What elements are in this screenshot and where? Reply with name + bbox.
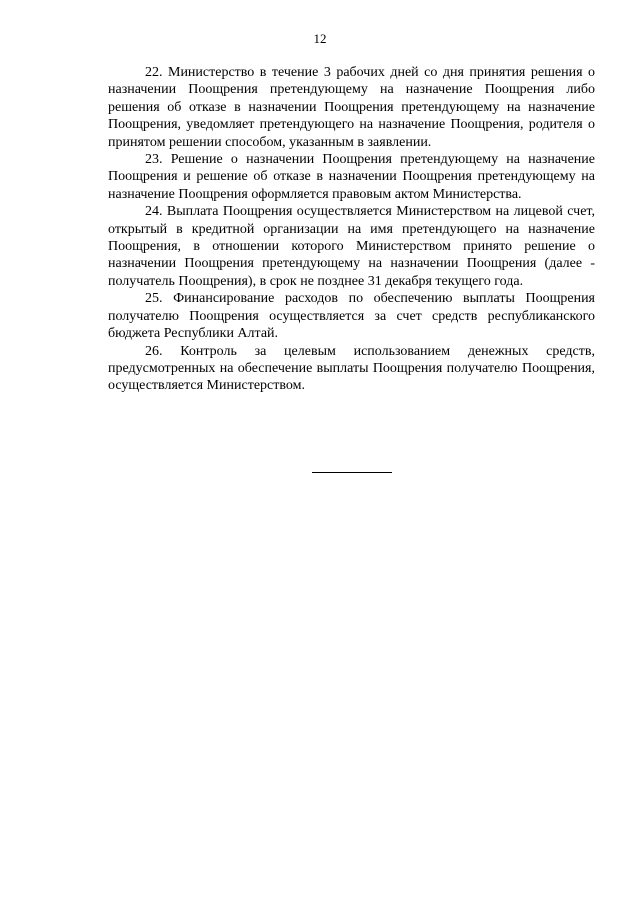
paragraph-26: 26. Контроль за целевым использованием денежных средств, предусмотренных на обеспечение выплаты Поощрения получателю Поощрения, осуществляется Министерством. xyxy=(108,343,595,394)
paragraph-24: 24. Выплата Поощрения осуществляется Министерством на лицевой счет, открытый в кредитной организации на имя претендующего на назначение Поощрения, в отношении которого Министерством принято решение о назначении Поощрения претендующему на назначении Поощрения (далее - получатель Поощрения), в срок не позднее 31 декабря текущего года. xyxy=(108,204,595,289)
page-number: 12 xyxy=(313,31,327,46)
document-body xyxy=(108,64,595,395)
paragraph-23: 23. Решение о назначении Поощрения претендующему на назначение Поощрения и решение об отказе в назначении Поощрения претендующему на назначение Поощрения оформляется правовым актом Министерства. xyxy=(108,152,595,202)
paragraph-22: 22. Министерство в течение 3 рабочих дней со дня принятия решения о назначении Поощрения претендующему на назначение Поощрения либо решения об отказе в назначении Поощрения претендующему на назначение Поощрения, уведомляет претендующего на назначение Поощрения, родителя о принятом решении способом, указанным в заявлении. xyxy=(108,65,595,150)
paragraph-25: 25. Финансирование расходов по обеспечению выплаты Поощрения получателю Поощрения осуществляется за счет средств республиканского бюджета Республики Алтай. xyxy=(108,291,595,342)
end-of-document-rule xyxy=(312,472,392,473)
